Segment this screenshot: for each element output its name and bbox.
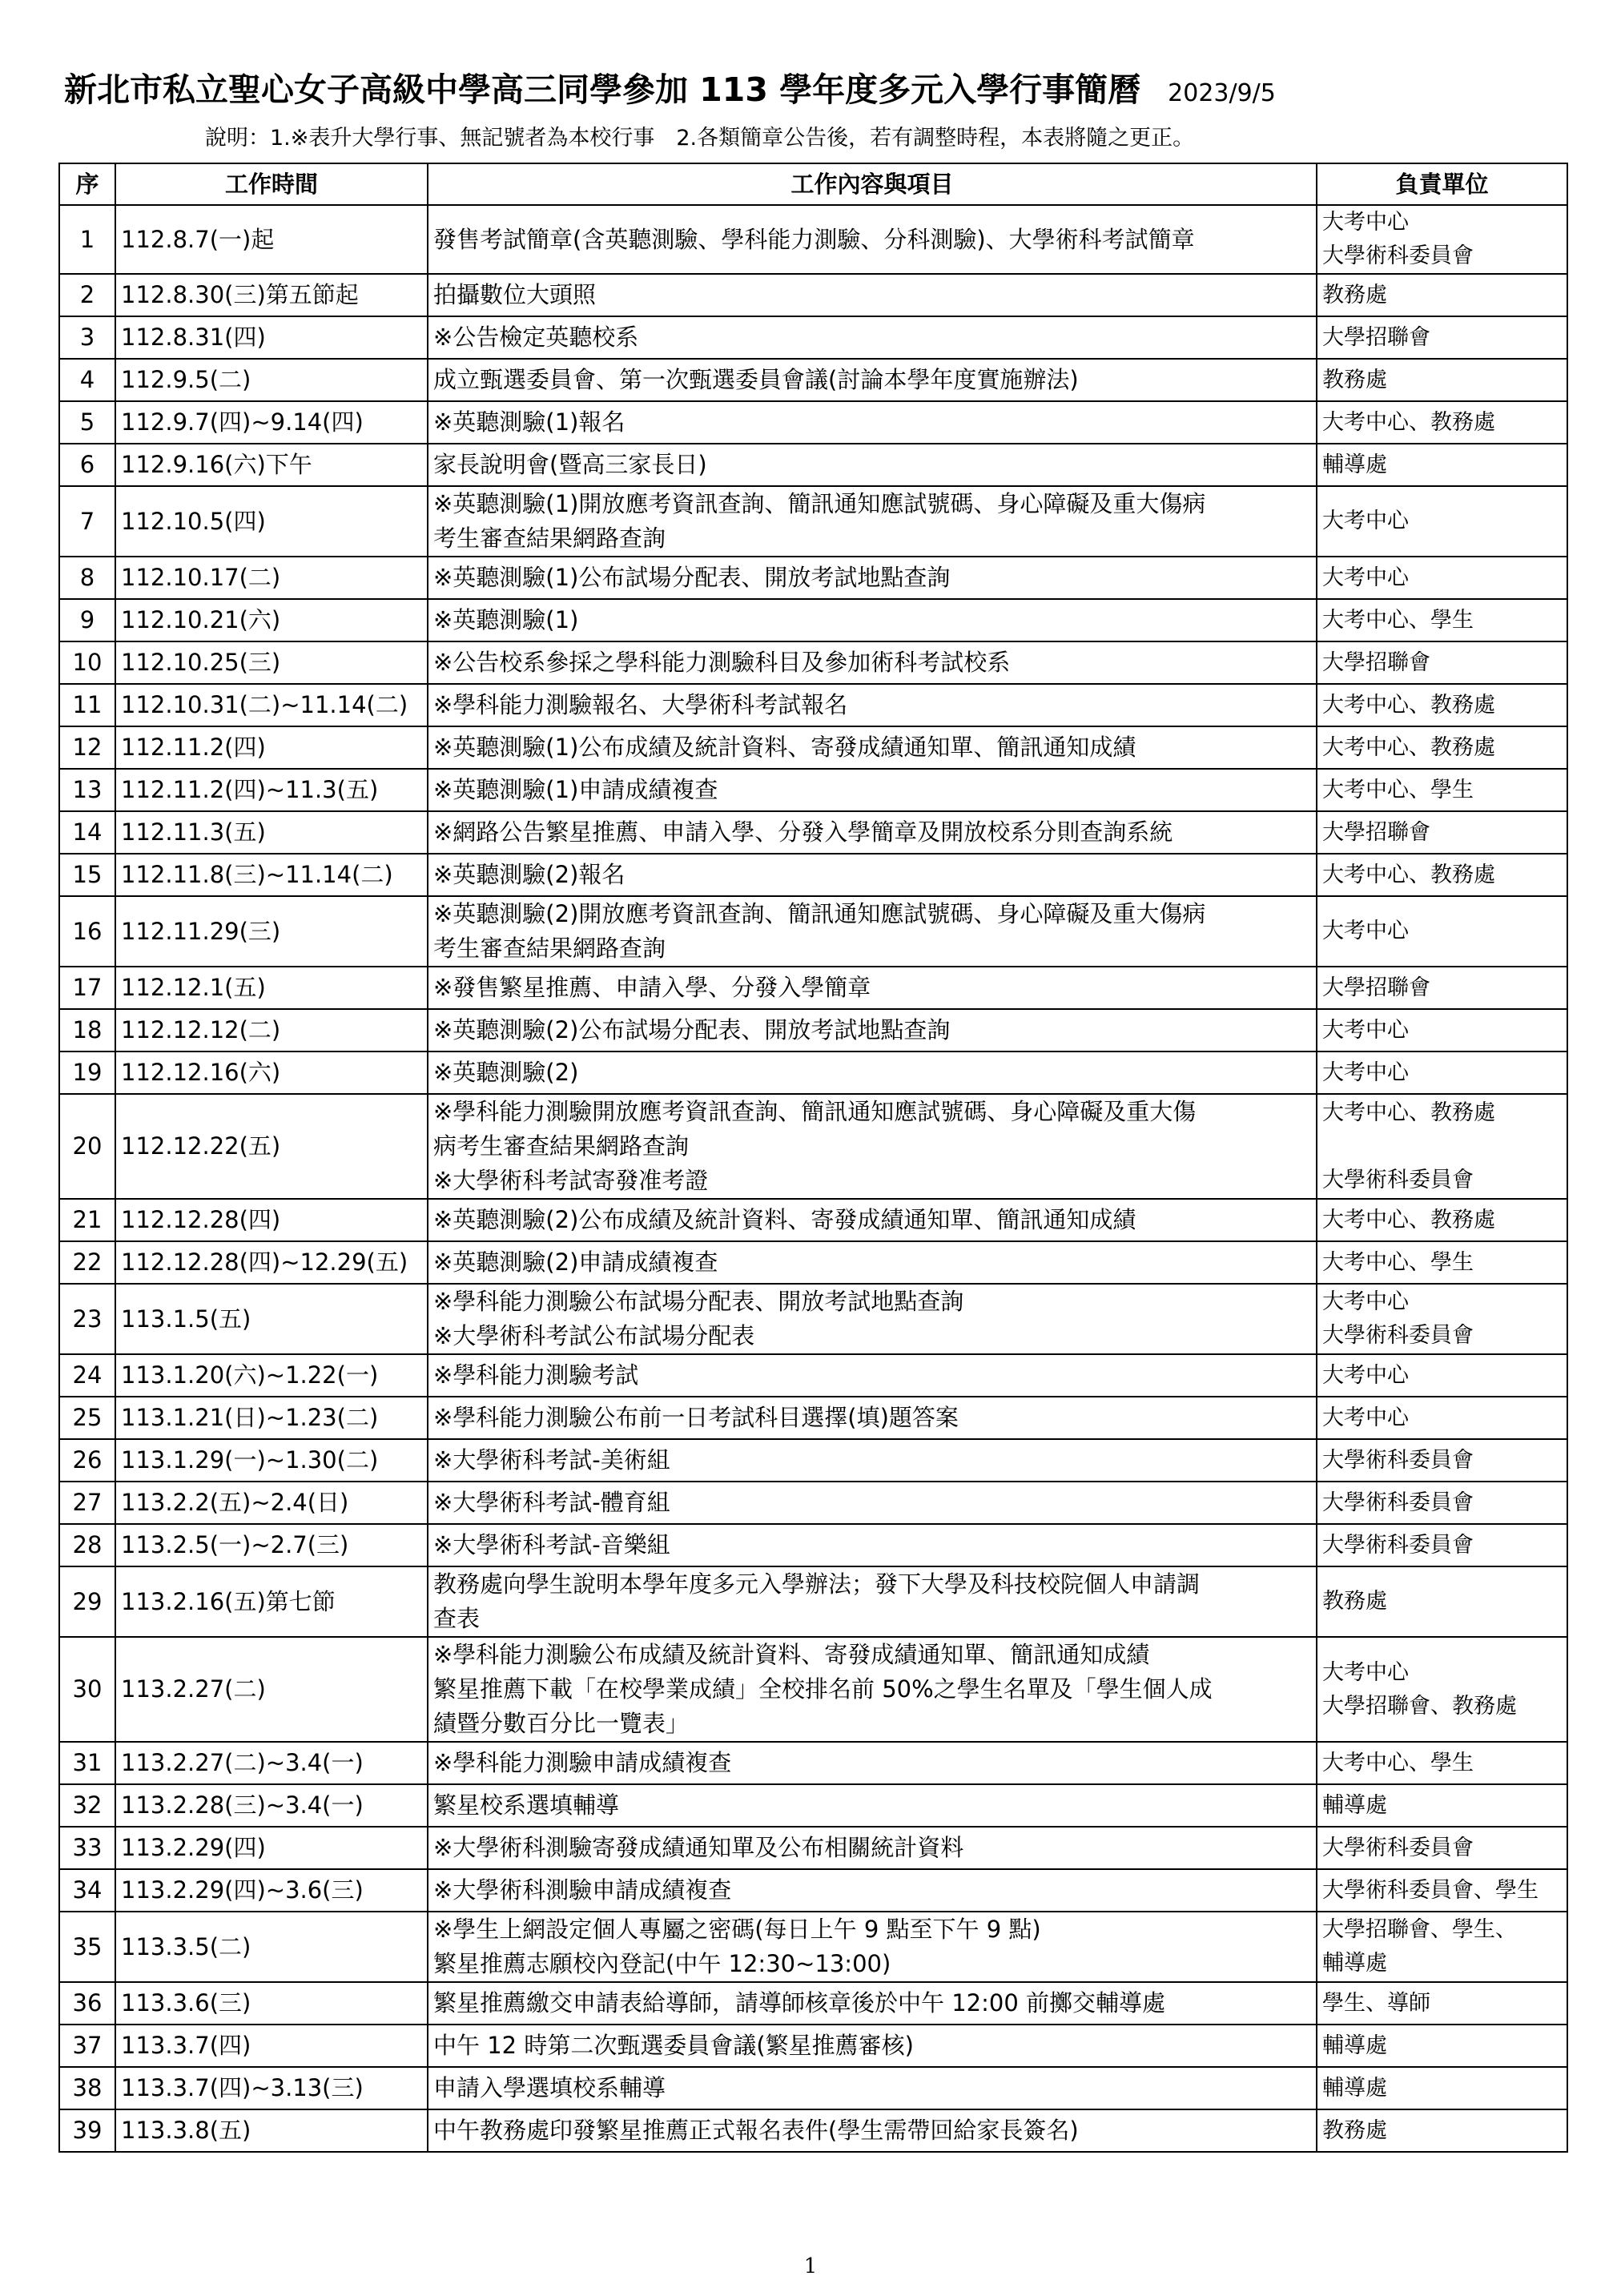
cell-time: 113.3.5(二) [115, 1912, 428, 1982]
cell-seq: 16 [59, 896, 115, 967]
cell-seq: 27 [59, 1482, 115, 1524]
cell-dept: 大考中心 [1317, 896, 1567, 967]
table-row [59, 316, 1567, 359]
cell-time: 112.10.17(二) [115, 557, 428, 599]
cell-time: 113.2.5(一)~2.7(三) [115, 1524, 428, 1566]
cell-time: 112.12.28(四)~12.29(五) [115, 1241, 428, 1284]
cell-seq: 35 [59, 1912, 115, 1982]
table-row [59, 854, 1567, 896]
cell-seq: 4 [59, 359, 115, 401]
table-row [59, 1742, 1567, 1784]
cell-dept: 大考中心 大學招聯會、教務處 [1317, 1637, 1567, 1742]
cell-dept: 大學術科委員會 [1317, 1827, 1567, 1869]
cell-content: ※網路公告繁星推薦、申請入學、分發入學簡章及開放校系分則查詢系統 [428, 811, 1317, 854]
table-row [59, 1094, 1567, 1199]
cell-seq: 30 [59, 1637, 115, 1742]
cell-seq: 12 [59, 726, 115, 769]
cell-content: 家長說明會(暨高三家長日) [428, 444, 1317, 486]
table-row [59, 1241, 1567, 1284]
cell-time: 112.10.5(四) [115, 486, 428, 557]
cell-seq: 15 [59, 854, 115, 896]
cell-seq: 20 [59, 1094, 115, 1199]
cell-time: 112.11.29(三) [115, 896, 428, 967]
cell-dept: 大考中心、教務處 [1317, 684, 1567, 726]
cell-time: 112.12.16(六) [115, 1051, 428, 1094]
table-row [59, 1051, 1567, 1094]
cell-content: ※英聽測驗(2)報名 [428, 854, 1317, 896]
cell-time: 112.9.5(二) [115, 359, 428, 401]
cell-seq: 3 [59, 316, 115, 359]
cell-seq: 2 [59, 274, 115, 316]
cell-content: 發售考試簡章(含英聽測驗、學科能力測驗、分科測驗)、大學術科考試簡章 [428, 205, 1317, 274]
cell-time: 113.2.27(二)~3.4(一) [115, 1742, 428, 1784]
title-text: 新北市私立聖心女子高級中學高三同學參加 113 學年度多元入學行事簡曆 [64, 70, 1141, 109]
cell-content: 成立甄選委員會、第一次甄選委員會議(討論本學年度實施辦法) [428, 359, 1317, 401]
cell-seq: 18 [59, 1009, 115, 1051]
cell-time: 113.3.6(三) [115, 1982, 428, 2025]
document-date: 2023/9/5 [1168, 79, 1276, 107]
cell-time: 113.1.20(六)~1.22(一) [115, 1354, 428, 1397]
cell-dept: 教務處 [1317, 2109, 1567, 2152]
table-row [59, 1827, 1567, 1869]
cell-dept: 教務處 [1317, 1566, 1567, 1637]
cell-content: ※學科能力測驗考試 [428, 1354, 1317, 1397]
cell-seq: 39 [59, 2109, 115, 2152]
cell-time: 112.9.7(四)~9.14(四) [115, 401, 428, 444]
table-row [59, 1524, 1567, 1566]
cell-seq: 24 [59, 1354, 115, 1397]
cell-time: 112.10.21(六) [115, 599, 428, 641]
cell-dept: 大考中心 [1317, 486, 1567, 557]
cell-dept: 大考中心 [1317, 1051, 1567, 1094]
cell-time: 113.1.29(一)~1.30(二) [115, 1439, 428, 1482]
table-row [59, 1009, 1567, 1051]
table-row [59, 1199, 1567, 1241]
cell-dept: 大考中心、學生 [1317, 769, 1567, 811]
cell-dept: 大考中心 [1317, 1354, 1567, 1397]
cell-time: 113.2.29(四)~3.6(三) [115, 1869, 428, 1912]
schedule-table [58, 163, 1568, 2153]
cell-time: 112.12.22(五) [115, 1094, 428, 1199]
cell-seq: 17 [59, 967, 115, 1009]
cell-time: 112.11.8(三)~11.14(二) [115, 854, 428, 896]
cell-seq: 38 [59, 2067, 115, 2109]
cell-seq: 9 [59, 599, 115, 641]
table-row [59, 1637, 1567, 1742]
cell-seq: 23 [59, 1284, 115, 1354]
table-row [59, 1912, 1567, 1982]
cell-dept: 大考中心、教務處 [1317, 401, 1567, 444]
cell-seq: 36 [59, 1982, 115, 2025]
cell-content: ※學科能力測驗公布成績及統計資料、寄發成績通知單、簡訊通知成績 繁星推薦下載「在校學業成績」全校排名前 50%之學生名單及「學生個人成 績暨分數百分比一覽表」 [428, 1637, 1317, 1742]
cell-seq: 29 [59, 1566, 115, 1637]
cell-dept: 大考中心、教務處 [1317, 854, 1567, 896]
cell-dept: 輔導處 [1317, 2067, 1567, 2109]
cell-time: 112.8.7(一)起 [115, 205, 428, 274]
cell-seq: 14 [59, 811, 115, 854]
cell-content: ※英聽測驗(1)報名 [428, 401, 1317, 444]
cell-content: ※學科能力測驗申請成績複查 [428, 1742, 1317, 1784]
cell-seq: 8 [59, 557, 115, 599]
table-row [59, 1284, 1567, 1354]
table-body [59, 205, 1567, 2152]
table-row [59, 599, 1567, 641]
cell-time: 113.3.8(五) [115, 2109, 428, 2152]
cell-time: 112.11.2(四) [115, 726, 428, 769]
cell-content: ※大學術科測驗申請成績複查 [428, 1869, 1317, 1912]
cell-content: 中午教務處印發繁星推薦正式報名表件(學生需帶回給家長簽名) [428, 2109, 1317, 2152]
table-row [59, 2025, 1567, 2067]
cell-content: ※英聽測驗(1)開放應考資訊查詢、簡訊通知應試號碼、身心障礙及重大傷病 考生審查結果網路查詢 [428, 486, 1317, 557]
table-row [59, 726, 1567, 769]
cell-time: 112.12.28(四) [115, 1199, 428, 1241]
table-row [59, 1482, 1567, 1524]
cell-dept: 大考中心 [1317, 1397, 1567, 1439]
cell-seq: 34 [59, 1869, 115, 1912]
cell-content: 教務處向學生說明本學年度多元入學辦法；發下大學及科技校院個人申請調 查表 [428, 1566, 1317, 1637]
document-note: 說明：1.※表升大學行事、無記號者為本校行事 2.各類簡章公告後，若有調整時程，本表將隨之更正。 [205, 126, 1195, 151]
cell-content: ※英聽測驗(1)公布試場分配表、開放考試地點查詢 [428, 557, 1317, 599]
cell-seq: 7 [59, 486, 115, 557]
cell-dept: 輔導處 [1317, 2025, 1567, 2067]
page-number: 1 [803, 2254, 818, 2278]
cell-dept: 大考中心、教務處 [1317, 726, 1567, 769]
cell-content: ※大學術科考試-音樂組 [428, 1524, 1317, 1566]
header-seq: 序 [59, 163, 115, 205]
cell-time: 113.1.5(五) [115, 1284, 428, 1354]
cell-time: 112.8.31(四) [115, 316, 428, 359]
cell-time: 112.12.1(五) [115, 967, 428, 1009]
table-row [59, 811, 1567, 854]
cell-time: 113.3.7(四)~3.13(三) [115, 2067, 428, 2109]
cell-dept: 大考中心 大學術科委員會 [1317, 205, 1567, 274]
cell-dept: 教務處 [1317, 359, 1567, 401]
cell-seq: 26 [59, 1439, 115, 1482]
cell-content: ※英聽測驗(2)公布試場分配表、開放考試地點查詢 [428, 1009, 1317, 1051]
cell-seq: 19 [59, 1051, 115, 1094]
table-row [59, 401, 1567, 444]
cell-content: ※大學術科考試-體育組 [428, 1482, 1317, 1524]
cell-time: 112.10.25(三) [115, 641, 428, 684]
table-row [59, 769, 1567, 811]
cell-seq: 6 [59, 444, 115, 486]
header-content: 工作內容與項目 [428, 163, 1317, 205]
cell-content: ※學科能力測驗公布試場分配表、開放考試地點查詢 ※大學術科考試公布試場分配表 [428, 1284, 1317, 1354]
cell-seq: 32 [59, 1784, 115, 1827]
cell-dept: 大學術科委員會 [1317, 1524, 1567, 1566]
cell-seq: 11 [59, 684, 115, 726]
cell-seq: 1 [59, 205, 115, 274]
header-dept: 負責單位 [1317, 163, 1567, 205]
cell-content: ※英聽測驗(1)申請成績複查 [428, 769, 1317, 811]
cell-seq: 22 [59, 1241, 115, 1284]
table-row [59, 641, 1567, 684]
cell-time: 112.9.16(六)下午 [115, 444, 428, 486]
cell-dept: 大考中心 [1317, 557, 1567, 599]
table-row [59, 274, 1567, 316]
cell-time: 112.11.2(四)~11.3(五) [115, 769, 428, 811]
cell-content: 中午 12 時第二次甄選委員會議(繁星推薦審核) [428, 2025, 1317, 2067]
cell-seq: 28 [59, 1524, 115, 1566]
cell-time: 113.2.29(四) [115, 1827, 428, 1869]
cell-dept: 大學招聯會 [1317, 811, 1567, 854]
cell-dept: 大考中心 大學術科委員會 [1317, 1284, 1567, 1354]
cell-seq: 33 [59, 1827, 115, 1869]
table-row [59, 2109, 1567, 2152]
cell-dept: 輔導處 [1317, 1784, 1567, 1827]
cell-time: 113.1.21(日)~1.23(二) [115, 1397, 428, 1439]
table-row [59, 444, 1567, 486]
table-row [59, 557, 1567, 599]
cell-content: 申請入學選填校系輔導 [428, 2067, 1317, 2109]
cell-dept: 大學招聯會 [1317, 967, 1567, 1009]
cell-dept: 大學術科委員會 [1317, 1439, 1567, 1482]
cell-seq: 10 [59, 641, 115, 684]
cell-time: 113.3.7(四) [115, 2025, 428, 2067]
table-row [59, 896, 1567, 967]
cell-content: ※學生上網設定個人專屬之密碼(每日上午 9 點至下午 9 點) 繁星推薦志願校內登記(中午 12:30~13:00) [428, 1912, 1317, 1982]
table-row [59, 1784, 1567, 1827]
cell-content: ※英聽測驗(1)公布成績及統計資料、寄發成績通知單、簡訊通知成績 [428, 726, 1317, 769]
table-row [59, 1397, 1567, 1439]
cell-time: 113.2.28(三)~3.4(一) [115, 1784, 428, 1827]
table-row [59, 1354, 1567, 1397]
table-row [59, 1869, 1567, 1912]
cell-time: 112.8.30(三)第五節起 [115, 274, 428, 316]
cell-dept: 大學術科委員會 [1317, 1482, 1567, 1524]
cell-seq: 31 [59, 1742, 115, 1784]
cell-dept: 大學招聯會 [1317, 316, 1567, 359]
cell-dept: 學生、導師 [1317, 1982, 1567, 2025]
table-row [59, 205, 1567, 274]
cell-content: ※英聽測驗(2)公布成績及統計資料、寄發成績通知單、簡訊通知成績 [428, 1199, 1317, 1241]
document-title [64, 67, 1570, 116]
cell-time: 112.11.3(五) [115, 811, 428, 854]
cell-time: 113.2.2(五)~2.4(日) [115, 1482, 428, 1524]
cell-content: ※英聽測驗(2)開放應考資訊查詢、簡訊通知應試號碼、身心障礙及重大傷病 考生審查結果網路查詢 [428, 896, 1317, 967]
cell-time: 112.10.31(二)~11.14(二) [115, 684, 428, 726]
cell-dept: 大學招聯會 [1317, 641, 1567, 684]
table-row [59, 359, 1567, 401]
cell-dept: 輔導處 [1317, 444, 1567, 486]
table-row [59, 2067, 1567, 2109]
table-header-row [59, 163, 1567, 205]
cell-dept: 大考中心、學生 [1317, 599, 1567, 641]
cell-dept: 大考中心、學生 [1317, 1241, 1567, 1284]
table-row [59, 967, 1567, 1009]
cell-time: 113.2.16(五)第七節 [115, 1566, 428, 1637]
table-row [59, 1439, 1567, 1482]
cell-dept: 大學招聯會、學生、 輔導處 [1317, 1912, 1567, 1982]
header-time: 工作時間 [115, 163, 428, 205]
table-row [59, 684, 1567, 726]
cell-content: ※大學術科測驗寄發成績通知單及公布相關統計資料 [428, 1827, 1317, 1869]
cell-dept: 大學術科委員會、學生 [1317, 1869, 1567, 1912]
cell-content: ※英聽測驗(2) [428, 1051, 1317, 1094]
cell-content: ※發售繁星推薦、申請入學、分發入學簡章 [428, 967, 1317, 1009]
table-row [59, 1566, 1567, 1637]
cell-dept: 大考中心 [1317, 1009, 1567, 1051]
cell-content: ※學科能力測驗公布前一日考試科目選擇(填)題答案 [428, 1397, 1317, 1439]
cell-seq: 13 [59, 769, 115, 811]
cell-content: 繁星校系選填輔導 [428, 1784, 1317, 1827]
cell-content: 拍攝數位大頭照 [428, 274, 1317, 316]
cell-content: ※公告校系參採之學科能力測驗科目及參加術科考試校系 [428, 641, 1317, 684]
cell-content: ※公告檢定英聽校系 [428, 316, 1317, 359]
cell-seq: 37 [59, 2025, 115, 2067]
cell-dept: 大考中心、教務處 大學術科委員會 [1317, 1094, 1567, 1199]
cell-content: ※英聽測驗(1) [428, 599, 1317, 641]
cell-seq: 21 [59, 1199, 115, 1241]
cell-content: ※英聽測驗(2)申請成績複查 [428, 1241, 1317, 1284]
cell-seq: 5 [59, 401, 115, 444]
cell-content: ※學科能力測驗開放應考資訊查詢、簡訊通知應試號碼、身心障礙及重大傷 病考生審查結果網路查詢 ※大學術科考試寄發准考證 [428, 1094, 1317, 1199]
cell-content: ※學科能力測驗報名、大學術科考試報名 [428, 684, 1317, 726]
cell-time: 112.12.12(二) [115, 1009, 428, 1051]
cell-dept: 大考中心、教務處 [1317, 1199, 1567, 1241]
cell-seq: 25 [59, 1397, 115, 1439]
cell-content: ※大學術科考試-美術組 [428, 1439, 1317, 1482]
cell-content: 繁星推薦繳交申請表給導師，請導師核章後於中午 12:00 前擲交輔導處 [428, 1982, 1317, 2025]
cell-time: 113.2.27(二) [115, 1637, 428, 1742]
cell-dept: 教務處 [1317, 274, 1567, 316]
table-row [59, 486, 1567, 557]
cell-dept: 大考中心、學生 [1317, 1742, 1567, 1784]
table-row [59, 1982, 1567, 2025]
